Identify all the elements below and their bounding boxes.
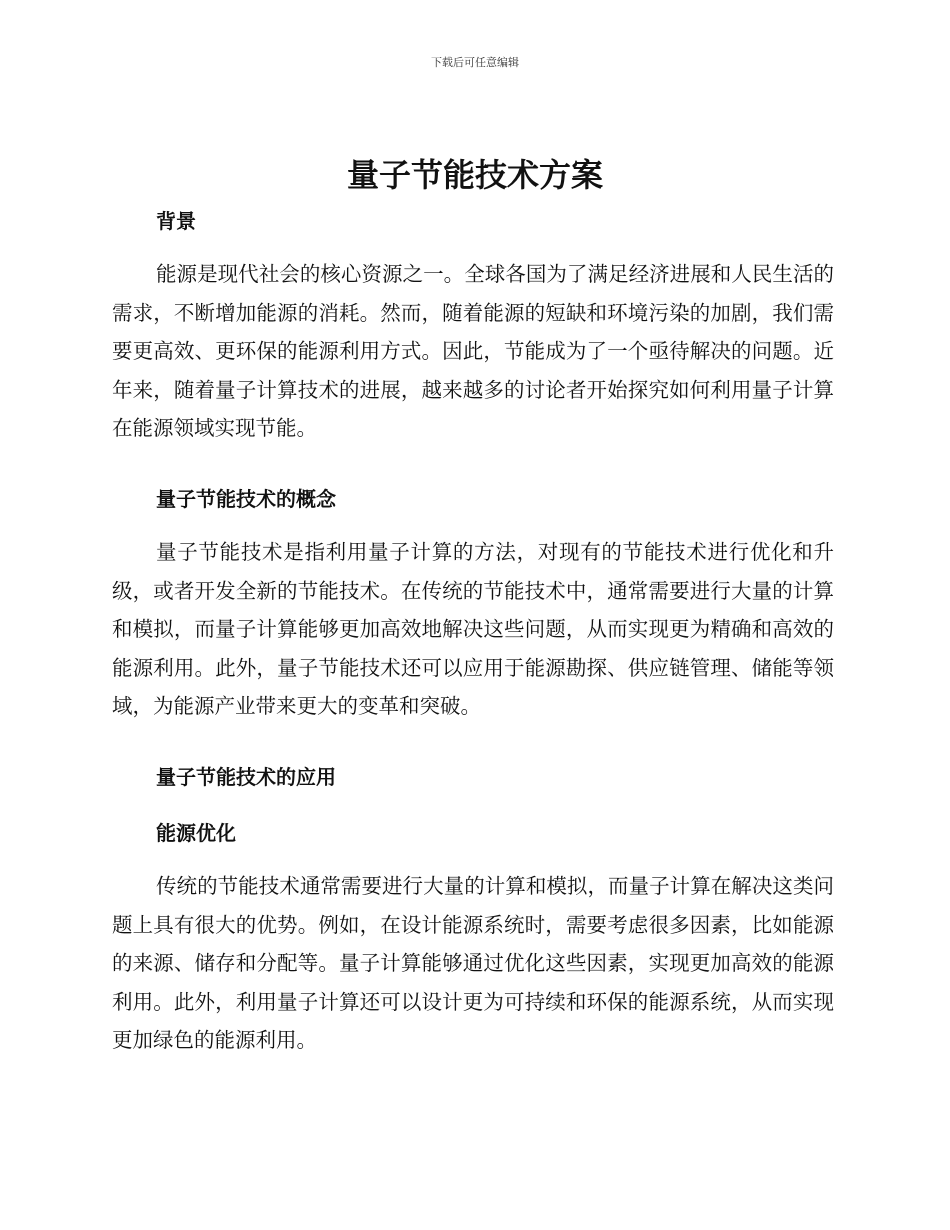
paragraph: 量子节能技术是指利用量子计算的方法，对现有的节能技术进行优化和升级，或者开发全新的节能技术。在传统的节能技术中，通常需要进行大量的计算和模拟，而量子计算能够更加高效地解决这些问题，从而实现更为精确和高效的能源利用。此外，量子节能技术还可以应用于能源勘探、供应链管理、储能等领域，为能源产业带来更大的变革和突破。 <box>112 540 834 718</box>
document-title: 量子节能技术方案 <box>346 156 603 194</box>
section-heading: 量子节能技术的概念 <box>156 487 336 511</box>
section-heading: 能源优化 <box>156 821 236 845</box>
section-background-body <box>112 255 834 448</box>
section-heading: 量子节能技术的应用 <box>156 765 336 789</box>
paragraph: 传统的节能技术通常需要进行大量的计算和模拟，而量子计算在解决这类问题上具有很大的优势。例如，在设计能源系统时，需要考虑很多因素，比如能源的来源、储存和分配等。量子计算能够通过优化这些因素，实现更加高效的能源利用。此外，利用量子计算还可以设计更为可持续和环保的能源系统，从而实现更加绿色的能源利用。 <box>112 874 834 1052</box>
section-applications <box>112 763 834 791</box>
section-concept-body <box>112 533 834 726</box>
paragraph: 能源是现代社会的核心资源之一。全球各国为了满足经济进展和人民生活的需求，不断增加能源的消耗。然而，随着能源的短缺和环境污染的加剧，我们需要更高效、更环保的能源利用方式。因此，节能成为了一个亟待解决的问题。近年来，随着量子计算技术的进展，越来越多的讨论者开始探究如何利用量子计算在能源领域实现节能。 <box>112 262 834 440</box>
section-concept <box>112 485 834 513</box>
section-energy-optimization <box>112 819 834 847</box>
section-heading: 背景 <box>156 209 196 233</box>
section-background <box>112 207 834 235</box>
section-energy-optimization-body <box>112 867 834 1060</box>
header-note: 下载后可任意编辑 <box>431 56 519 69</box>
